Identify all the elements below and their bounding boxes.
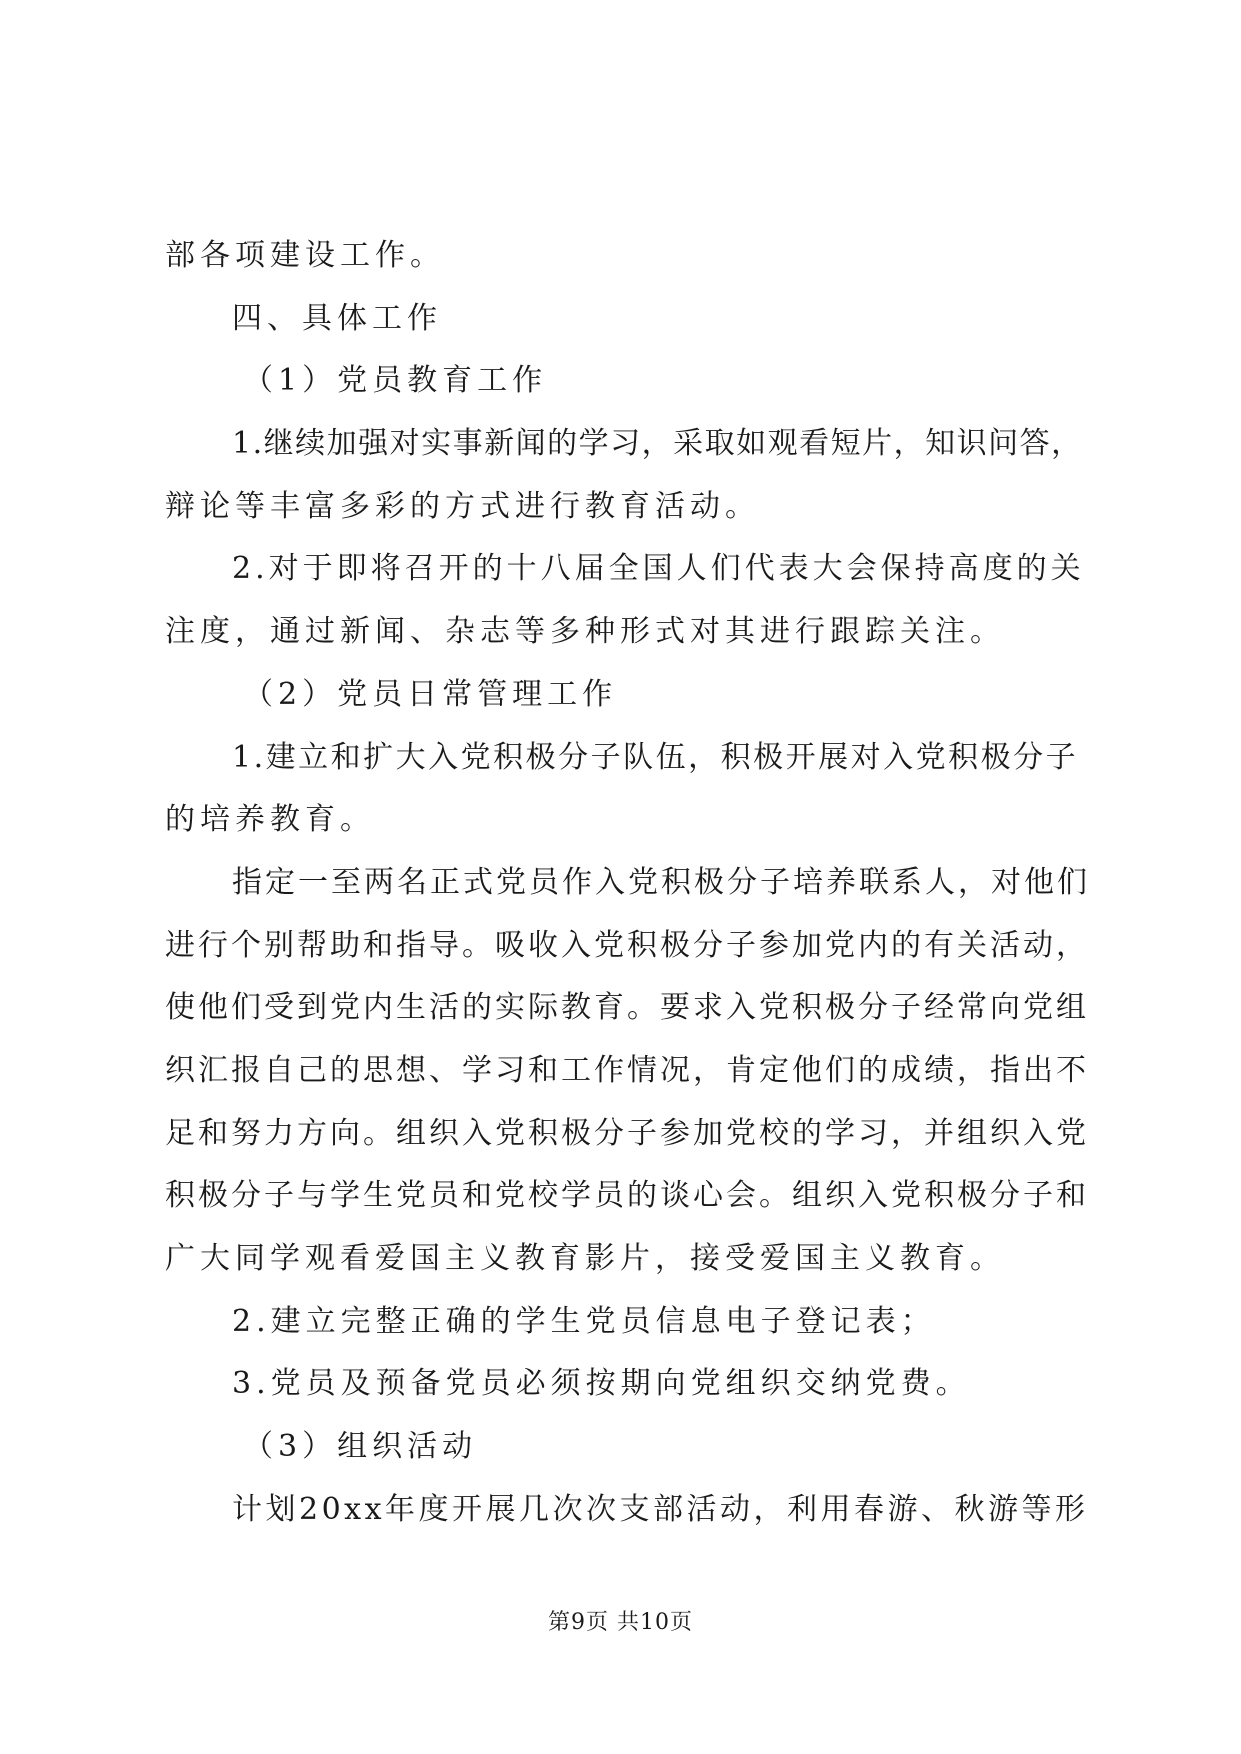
paragraph-line: 积极分子与学生党员和党校学员的谈心会。组织入党积极分子和	[165, 1178, 1089, 1214]
paragraph-line: 注度，通过新闻、杂志等多种形式对其进行跟踪关注。	[165, 614, 1005, 650]
page-number-footer: 第9页 共10页	[548, 1610, 693, 1635]
paragraph-line: 计划20xx年度开展几次次支部活动，利用春游、秋游等形	[232, 1491, 1089, 1527]
paragraph-line: 进行个别帮助和指导。吸收入党积极分子参加党内的有关活动，	[165, 927, 1089, 963]
paragraph-line: 的培养教育。	[165, 802, 375, 838]
paragraph-line: 1.建立和扩大入党积极分子队伍，积极开展对入党积极分子	[232, 739, 1079, 775]
paragraph-line: 2.对于即将召开的十八届全国人们代表大会保持高度的关	[232, 551, 1085, 587]
document-body	[165, 225, 1090, 1541]
subsection-heading: （3）组织活动	[243, 1429, 478, 1465]
paragraph-line: 1.继续加强对实事新闻的学习，采取如观看短片，知识问答，	[232, 426, 1083, 462]
paragraph-line: 部各项建设工作。	[165, 238, 445, 273]
paragraph-line: 辩论等丰富多彩的方式进行教育活动。	[165, 488, 760, 524]
paragraph-line: 2.建立完整正确的学生党员信息电子登记表；	[232, 1303, 936, 1339]
paragraph-line: 使他们受到党内生活的实际教育。要求入党积极分子经常向党组	[165, 990, 1089, 1026]
paragraph-line: 3.党员及预备党员必须按期向党组织交纳党费。	[232, 1366, 971, 1402]
paragraph-line: 广大同学观看爱国主义教育影片，接受爱国主义教育。	[165, 1241, 1005, 1276]
paragraph-line: 足和努力方向。组织入党积极分子参加党校的学习，并组织入党	[165, 1115, 1089, 1151]
paragraph-line: 指定一至两名正式党员作入党积极分子培养联系人，对他们	[232, 864, 1090, 900]
section-heading: 四、具体工作	[232, 300, 442, 336]
subsection-heading: （2）党员日常管理工作	[243, 676, 618, 712]
subsection-heading: （1）党员教育工作	[243, 363, 548, 399]
paragraph-line: 织汇报自己的思想、学习和工作情况，肯定他们的成绩，指出不	[165, 1052, 1089, 1088]
